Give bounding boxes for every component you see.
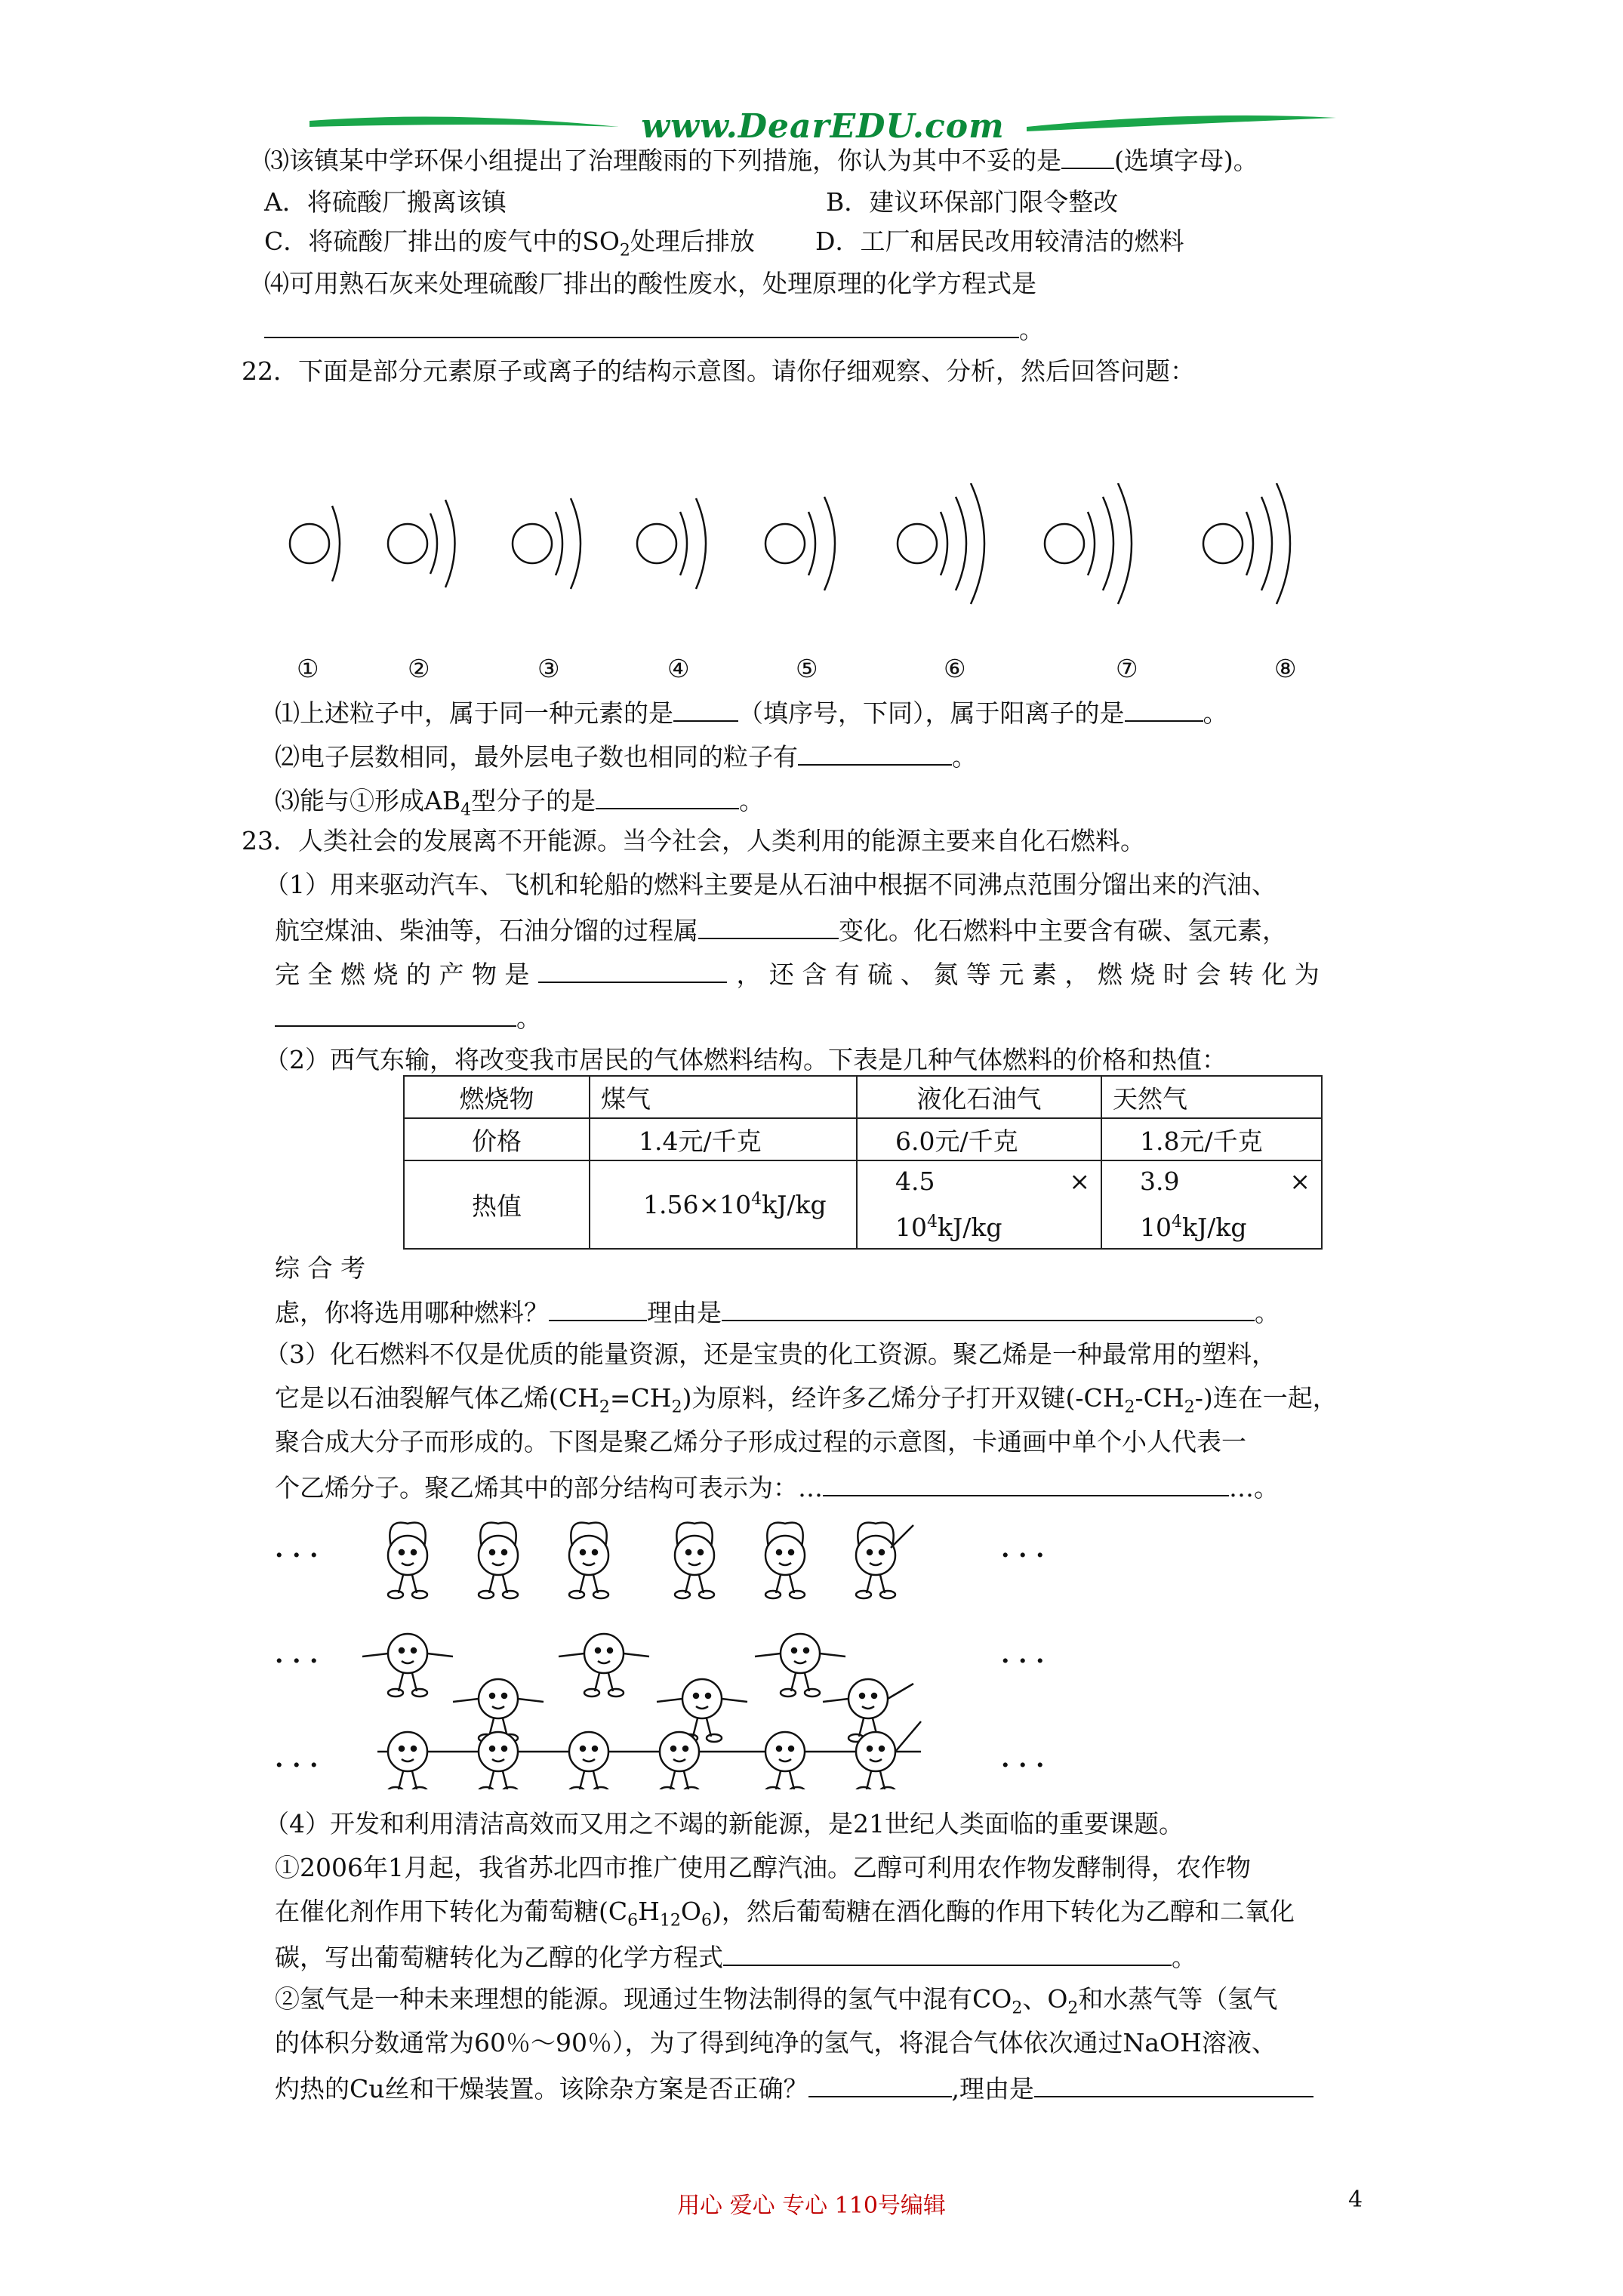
q23-p3-text: -)连在一起， (1194, 1383, 1338, 1413)
atom-diagram-7 (1045, 483, 1132, 604)
dots-left: · · · (275, 1540, 319, 1570)
q21-option-b: B．建议环保部门限令整改 (826, 187, 1119, 217)
q23-p2-consider: 综 合 考 (275, 1253, 365, 1283)
site-title[interactable]: www.DearEDU.com (641, 107, 1005, 146)
heat-value: 4.5 (895, 1166, 935, 1196)
atom-diagram-8 (1203, 483, 1290, 604)
period: 。 (1203, 698, 1228, 728)
superscript: 4 (927, 1213, 938, 1231)
atom-structure-diagrams (272, 483, 1359, 634)
subscript: 2 (1124, 1398, 1135, 1417)
q23-p3-line3: 聚合成大分子而形成的。下图是聚乙烯分子形成过程的示意图，卡通画中单个小人代表一 (275, 1427, 1246, 1456)
subscript: 2 (1067, 1999, 1079, 2018)
atom-diagram-6 (898, 483, 984, 604)
diagram-label-3: ③ (537, 654, 560, 683)
table-cell: 1.4元/千克 (590, 1118, 857, 1160)
q23-p1-line4 (275, 1001, 541, 1034)
superscript: 4 (1172, 1213, 1182, 1231)
answer-blank[interactable] (1034, 2072, 1313, 2097)
q23-p4-line6 (275, 2072, 1313, 2104)
diagram-label-2: ② (408, 654, 430, 683)
q23-p1-line1: （1）用来驱动汽车、飞机和轮船的燃料主要是从石油中根据不同沸点范围分馏出来的汽油、 (264, 870, 1277, 899)
subscript: 2 (599, 1398, 610, 1417)
polyethylene-cartoon (362, 1510, 966, 1789)
q21-option-d: D．工厂和居民改用较清洁的燃料 (815, 227, 1184, 256)
ethylene-molecule-row (362, 1634, 913, 1742)
period: 。 (952, 742, 977, 772)
q23-p4: （4）开发和利用清洁高效而又用之不竭的新能源，是21世纪人类面临的重要课题。 (264, 1809, 1184, 1838)
q22-sub3-text: ⑶能与①形成AB (275, 786, 461, 815)
table-header-cell: 天然气 (1101, 1076, 1322, 1118)
q23-p4-line4 (275, 1984, 1277, 2024)
dots-right: · · · (1001, 1540, 1045, 1570)
subscript: 2 (671, 1398, 682, 1417)
site-header (302, 104, 1344, 149)
q23-p3-line4 (275, 1471, 1279, 1503)
heat-value: 10 (895, 1213, 927, 1242)
q23-p4-text: )，然后葡萄糖在酒化酶的作用下转化为乙醇和二氧化 (711, 1897, 1295, 1926)
q21-item3-hint: (选填字母)。 (1114, 146, 1258, 175)
answer-blank[interactable] (275, 1001, 516, 1027)
q21-option-c-text-2: 处理后排放 (630, 227, 755, 256)
subscript: 4 (460, 800, 472, 820)
q23-p1-text: 航空煤油、柴油等，石油分馏的过程属 (275, 916, 698, 945)
answer-blank[interactable] (1125, 696, 1203, 722)
heat-value: 3.9 (1140, 1166, 1180, 1196)
q21-item4-answer (264, 313, 1044, 345)
q23-p3-text: =CH (609, 1383, 672, 1413)
superscript: 4 (751, 1190, 762, 1209)
q21-item3 (264, 143, 1258, 176)
q22-sub1-text-2: （填序号，下同），属于阳离子的是 (738, 698, 1125, 728)
q23-p4-line3 (275, 1940, 1196, 1973)
answer-blank[interactable] (1061, 143, 1114, 169)
period: 。 (1019, 315, 1044, 344)
heat-value-line1 (1140, 1161, 1310, 1202)
table-cell: 6.0元/千克 (857, 1118, 1101, 1160)
q23-p3-text: 个乙烯分子。聚乙烯其中的部分结构可表示为：… (275, 1473, 823, 1502)
q23-p1-text-2: 变化。化石燃料中主要含有碳、氢元素， (839, 916, 1287, 945)
atom-diagram-2 (388, 500, 455, 587)
subscript: 12 (659, 1911, 681, 1931)
answer-blank[interactable] (549, 1296, 647, 1321)
dots-left: · · · (275, 1646, 319, 1675)
q23-p4-text: ②氢气是一种未来理想的能源。现通过生物法制得的氢气中混有CO (275, 1984, 1012, 2014)
period: 。 (1172, 1943, 1196, 1972)
atom-diagram-1 (290, 506, 340, 581)
answer-blank[interactable] (808, 2072, 952, 2097)
q23-p3-line2 (275, 1383, 1338, 1423)
q23-p4-text: H (638, 1897, 660, 1926)
heat-value: 1.56×10 (643, 1190, 752, 1219)
q23-p3-text: 它是以石油裂解气体乙烯(CH (275, 1383, 599, 1413)
subscript: 2 (619, 241, 630, 260)
q22-sub2 (275, 740, 977, 772)
q23-p3-text: )为原料，经许多乙烯分子打开双键(-CH (682, 1383, 1125, 1413)
polyethylene-chain-row (377, 1721, 921, 1789)
q23-p4-text: 碳，写出葡萄糖转化为乙醇的化学方程式 (275, 1943, 723, 1972)
answer-blank[interactable] (596, 784, 739, 809)
q22-sub1 (275, 696, 1228, 729)
answer-blank[interactable] (722, 1296, 1255, 1321)
q23-p4-text: 在催化剂作用下转化为葡萄糖(C (275, 1897, 628, 1926)
heat-value: 10 (1140, 1213, 1172, 1242)
q21-option-c-text: C．将硫酸厂排出的废气中的SO (264, 227, 620, 256)
page-footer: 用心 爱心 专心 110号编辑 (677, 2193, 946, 2219)
q23-p3-line1: （3）化石燃料不仅是优质的能量资源，还是宝贵的化工资源。聚乙烯是一种最常用的塑料， (264, 1339, 1277, 1369)
answer-blank[interactable] (723, 1940, 1172, 1966)
q23-stem: 23．人类社会的发展离不开能源。当今社会，人类利用的能源主要来自化石燃料。 (242, 826, 1145, 855)
table-header-cell: 燃烧物 (404, 1076, 590, 1118)
q22-sub1-text: ⑴上述粒子中，属于同一种元素的是 (275, 698, 673, 728)
answer-blank[interactable] (538, 957, 727, 983)
answer-blank[interactable] (264, 313, 1019, 338)
table-cell: 热值 (404, 1160, 590, 1249)
dots-right: · · · (1001, 1646, 1045, 1675)
answer-blank[interactable] (673, 696, 738, 722)
table-cell (1101, 1160, 1322, 1249)
q23-p3-text: -CH (1135, 1383, 1184, 1413)
table-header-cell: 煤气 (590, 1076, 857, 1118)
fuel-table (403, 1075, 1323, 1250)
period: 。 (739, 786, 765, 815)
page-number: 4 (1348, 2187, 1363, 2213)
q23-p1-line2 (275, 914, 1287, 946)
diagram-label-7: ⑦ (1116, 654, 1138, 683)
q23-p2-text: 虑，你将选用哪种燃料？ (275, 1298, 549, 1327)
q23-p2-text-2: 理由是 (647, 1298, 722, 1327)
diagram-label-4: ④ (667, 654, 690, 683)
q21-option-c (264, 227, 755, 267)
table-header-cell: 液化石油气 (857, 1076, 1101, 1118)
times-sign: × (1289, 1166, 1310, 1196)
ethylene-molecule-row (388, 1523, 913, 1598)
q22-sub3 (275, 784, 764, 826)
subscript: 2 (1012, 1999, 1023, 2018)
heat-value-line1 (895, 1161, 1090, 1202)
q21-option-a: A．将硫酸厂搬离该镇 (264, 187, 507, 217)
table-cell: 1.8元/千克 (1101, 1118, 1322, 1160)
heat-value-line2 (1140, 1202, 1310, 1248)
diagram-label-5: ⑤ (796, 654, 818, 683)
table-cell (590, 1160, 857, 1249)
period: 。 (516, 1003, 541, 1033)
answer-blank[interactable] (798, 740, 952, 766)
table-cell (857, 1160, 1101, 1249)
q23-p4-text: 和水蒸气等（氢气 (1078, 1984, 1278, 2014)
diagram-label-8: ⑧ (1274, 654, 1297, 683)
answer-blank[interactable] (698, 914, 839, 939)
q22-sub2-text: ⑵电子层数相同，最外层电子数也相同的粒子有 (275, 742, 798, 772)
atom-diagram-5 (765, 497, 835, 590)
q23-p1-line3 (275, 957, 1320, 990)
table-row (404, 1076, 1322, 1118)
q23-p1-text-3: 完 全 燃 烧 的 产 物 是 (275, 960, 530, 989)
atom-diagram-3 (513, 498, 581, 589)
subscript: 6 (701, 1911, 712, 1931)
q23-p4-text: 、O (1022, 1984, 1068, 2014)
heat-value-line2 (895, 1202, 1090, 1248)
q23-p2: （2）西气东输，将改变我市居民的气体燃料结构。下表是几种气体燃料的价格和热值： (264, 1045, 1227, 1074)
unit: kJ/kg (1182, 1213, 1247, 1242)
q23-p4-text: ,理由是 (951, 2074, 1035, 2103)
q22-sub3-text-2: 型分子的是 (471, 786, 596, 815)
q23-p1-text-4: ， 还 含 有 硫 、 氮 等 元 素 ， 燃 烧 时 会 转 化 为 (736, 960, 1320, 989)
times-sign: × (1069, 1166, 1090, 1196)
subscript: 6 (627, 1911, 639, 1931)
q23-p4-line2 (275, 1897, 1295, 1937)
diagram-label-1: ① (297, 654, 319, 683)
q21-item4: ⑷可用熟石灰来处理硫酸厂排出的酸性废水，处理原理的化学方程式是 (264, 269, 1036, 298)
period: 。 (1255, 1298, 1280, 1327)
q21-item3-text: ⑶该镇某中学环保小组提出了治理酸雨的下列措施，你认为其中不妥的是 (264, 146, 1061, 175)
unit: kJ/kg (938, 1213, 1002, 1242)
q23-p4-line1: ①2006年1月起，我省苏北四市推广使用乙醇汽油。乙醇可利用农作物发酵制得，农作物 (275, 1853, 1251, 1882)
q23-p2-question (275, 1296, 1280, 1328)
subscript: 2 (1184, 1398, 1195, 1417)
table-cell: 价格 (404, 1118, 590, 1160)
diagram-label-6: ⑥ (944, 654, 966, 683)
answer-blank[interactable] (823, 1471, 1229, 1496)
unit: kJ/kg (762, 1190, 827, 1219)
table-row (404, 1118, 1322, 1160)
q23-p4-line5: 的体积分数通常为60％～90％），为了得到纯净的氢气，将混合气体依次通过NaOH溶液、 (275, 2028, 1277, 2057)
ellipsis: …。 (1229, 1473, 1279, 1502)
q23-p4-text: O (680, 1897, 701, 1926)
dots-right: · · · (1001, 1750, 1045, 1780)
q22-stem: 22．下面是部分元素原子或离子的结构示意图。请你仔细观察、分析，然后回答问题： (242, 356, 1195, 386)
table-row (404, 1160, 1322, 1249)
dots-left: · · · (275, 1750, 319, 1780)
atom-diagram-4 (637, 498, 706, 589)
q23-p4-text: 灼热的Cu丝和干燥装置。该除杂方案是否正确？ (275, 2074, 808, 2103)
